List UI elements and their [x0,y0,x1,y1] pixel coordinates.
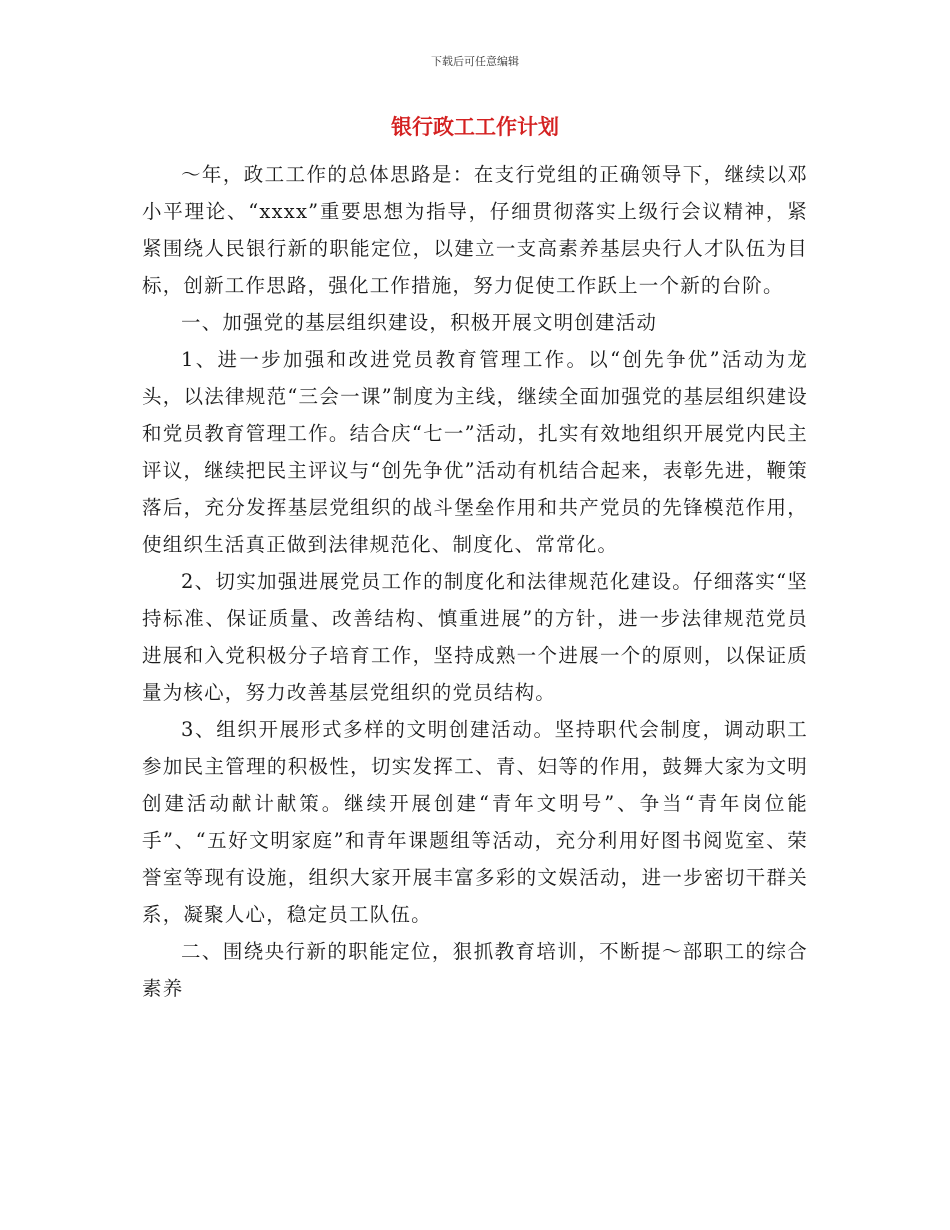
header-note: 下载后可任意编辑 [431,55,519,68]
section-heading-1: 一、加强党的基层组织建设，积极开展文明创建活动 [181,311,658,334]
paragraph-item-1: 1、进一步加强和改进党员教育管理工作。以“创先争优”活动为龙头，以法律规范“三会一课”制度为主线，继续全面加强党的基层组织建设和党员教育管理工作。结合庆“七一”活动，扎实有效地组织开展党内民主评议，继续把民主评议与“创先争优”活动有机结合起来，表彰先进，鞭策落后，充分发挥基层党组织的战斗堡垒作用和共产党员的先锋模范作用，使组织生活真正做到法律规范化、制度化、常常化。 [142,348,808,556]
paragraph-intro: ～年，政工工作的总体思路是：在支行党组的正确领导下，继续以邓小平理论、“xxxx”重要思想为指导，仔细贯彻落实上级行会议精神，紧紧围绕人民银行新的职能定位，以建立一支高素养基层央行人才队伍为目标，创新工作思路，强化工作措施，努力促使工作跃上一个新的台阶。 [142,163,808,297]
document-title: 银行政工工作计划 [391,114,559,139]
section-heading-2: 二、围绕央行新的职能定位，狠抓教育培训，不断提～部职工的综合素养 [142,940,808,1000]
paragraph-item-3: 3、组织开展形式多样的文明创建活动。坚持职代会制度，调动职工参加民主管理的积极性，切实发挥工、青、妇等的作用，鼓舞大家为文明创建活动献计献策。继续开展创建“青年文明号”、争当“青年岗位能手”、“五好文明家庭”和青年课题组等活动，充分利用好图书阅览室、荣誉室等现有设施，组织大家开展丰富多彩的文娱活动，进一步密切干群关系，凝聚人心，稳定员工队伍。 [142,718,808,926]
paragraph-item-2: 2、切实加强进展党员工作的制度化和法律规范化建设。仔细落实“坚持标准、保证质量、改善结构、慎重进展”的方针，进一步法律规范党员进展和入党积极分子培育工作，坚持成熟一个进展一个的原则，以保证质量为核心，努力改善基层党组织的党员结构。 [142,570,808,704]
document-body [142,156,808,1007]
